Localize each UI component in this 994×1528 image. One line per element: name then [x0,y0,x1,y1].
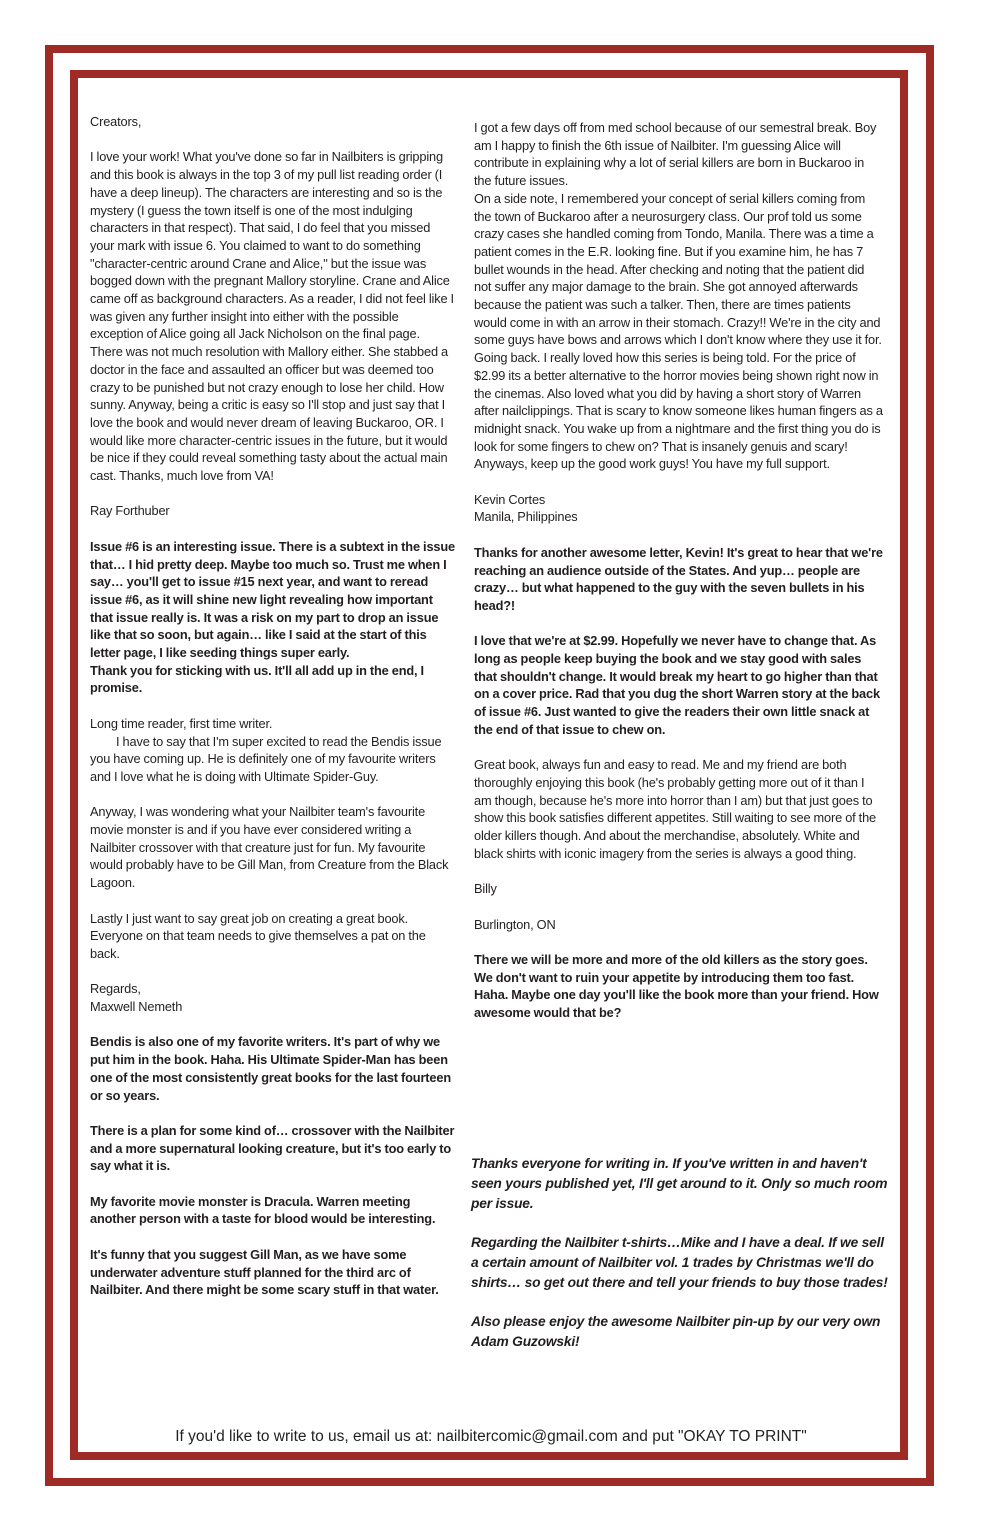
letter-signature: Maxwell Nemeth [90,999,183,1015]
editor-reply-3 [474,544,884,739]
contact-footer: If you'd like to write to us, email us at: nailbitercomic@gmail.com and put "OKAY TO PRINT" [175,1428,807,1445]
letter-ray-forthuber [90,113,455,520]
right-column [474,119,884,1039]
letter-paragraph: Anyways, keep up the good work guys! You have my full support. [474,456,830,472]
reply-paragraph: Bendis is also one of my favorite writers. It's part of why we put him in the book. Haha. His Ultimate Spider-Man has been one of the most consistently great books for the last fourteen or so years. [90,1034,451,1103]
letter-signoff [90,980,455,1015]
letter-signature-name: Kevin Cortes [474,491,546,507]
letter-signature: Ray Forthuber [90,503,170,519]
letter-signoff [474,491,884,526]
letter-paragraph: Lastly I just want to say great job on creating a great book. Everyone on that team needs to give themselves a pat on the back. [90,910,426,961]
editor-reply-1 [90,538,455,697]
reply-paragraph: There we will be more and more of the old killers as the story goes. We don't want to ruin your appetite by introducing them too fast. Haha. Maybe one day you'll like the book more than your friend. How awesome would that be? [474,951,879,1021]
letter-signature-location: Manila, Philippines [474,509,578,525]
reply-paragraph: It's funny that you suggest Gill Man, as we have some underwater adventure stuff planned for the third arc of Nailbiter. And there might be some scary stuff in that water. [90,1246,439,1298]
editor-reply-2 [90,1033,455,1299]
letter-paragraph: On a side note, I remembered your concept of serial killers coming from the town of Buckaroo after a neurosurgery class. Our prof told us some crazy cases she handled coming from Tondo, Manila. There was a time a patient comes in the E.R. looking fine. But if you examine him, he has 7 bullet wounds in the head. After checking and noting that the patient did not suffer any major damage to the brain. She got annoyed afterwards because the patient was such a talker. Then, there are times patients would come in with an arrow in their stomach. Crazy!! We're in the city and some guys have bows and arrows which I don't know where they use it for. Going back. I really loved how this series is being told. For the price of $2.99 its a better alternative to the horror movies being shown right now in the cinemas. Also loved what you did by having a short story of Warren after nailclippings. That is scary to know someone likes human fingers as a midnight snack. You wake up from a nightmare and the first thing you do is look for some fingers to chew on? That is insanely genuis and scary! [474,190,883,454]
reply-paragraph: My favorite movie monster is Dracula. Warren meeting another person with a taste for blood would be interesting. [90,1193,436,1227]
letter-signature-name: Billy [474,881,497,897]
letter-paragraph: I got a few days off from med school because of our semestral break. Boy am I happy to finish the 6th issue of Nailbiter. I'm guessing Alice will contribute in explaining why a lot of serial killers are born in Buckaroo in the future issues. [474,120,877,189]
letter-body: I love your work! What you've done so far in Nailbiters is gripping and this book is always in the top 3 of my pull list reading order (I have a deep lineup). The characters are interesting and so is the mystery (I guess the town itself is one of the most indulging characters in that respect). That said, I do feel that you missed your mark with issue 6. You claimed to want to do something "character-centric around Crane and Alice," but the issue was bogged down with the pregnant Mallory storyline. Crane and Alice came off as background characters. As a reader, I did not feel like I was given any further insight into either with the possible exception of Alice going all Jack Nicholson on the final page. There was not much resolution with Mallory either. She stabbed a doctor in the face and assaulted an officer but was deemed too crazy to be punished but not crazy enough to lose her child. How sunny. Anyway, being a critic is easy so I'll stop and just say that I love the book and would never dream of leaving Buckaroo, OR. I would like more character-centric issues in the future, but it would be nice if they could reveal something tasty about the actual main cast. Thanks, much love from VA! [90,149,454,484]
letter-billy [474,756,884,933]
letter-body: Great book, always fun and easy to read. Me and my friend are both thoroughly enjoying this book (he's probably getting more out of it than I am though, because he's more into horror than I am) but that just goes to show this book satisfies different appetites. Still waiting to see more of the older killers though. And about the merchandise, absolutely. White and black shirts with iconic imagery from the series is always a good thing. [474,757,877,861]
closing-paragraph: Regarding the Nailbiter t-shirts…Mike and I have a deal. If we sell a certain amount of Nailbiter vol. 1 trades by Christmas we'll do shirts… so get out there and tell your friends to buy those trades! [471,1235,888,1290]
letter-opening: Long time reader, first time writer. [90,715,273,731]
editor-closing-notes [471,1154,891,1372]
reply-paragraph: Thank you for sticking with us. It'll all add up in the end, I promise. [90,662,424,696]
editor-reply-4 [474,951,884,1022]
letter-paragraph: I have to say that I'm super excited to read the Bendis issue you have coming up. He is definitely one of my favourite writers and I love what he is doing with Ultimate Spider-Guy. [90,733,442,784]
letter-salutation: Creators, [90,114,142,129]
letter-maxwell-nemeth [90,715,455,1016]
reply-paragraph: Thanks for another awesome letter, Kevin! It's great to hear that we're reaching an audience outside of the States. And yup… people are crazy… but what happened to the guy with the seven bullets in his head?! [474,544,883,613]
letter-closing: Regards, [90,981,141,997]
letter-signature-location: Burlington, ON [474,916,556,932]
closing-paragraph: Also please enjoy the awesome Nailbiter pin-up by our very own Adam Guzowski! [471,1314,881,1350]
letter-kevin-cortes [474,119,884,526]
reply-paragraph: There is a plan for some kind of… crossover with the Nailbiter and a more supernatural looking creature, but it's too early to say what it is. [90,1122,455,1174]
reply-paragraph: I love that we're at $2.99. Hopefully we never have to change that. As long as people keep buying the book and we stay good with sales that shouldn't change. It would break my heart to go higher than that on a cover price. Rad that you dug the short Warren story at the back of issue #6. Just wanted to give the readers their own little snack at the end of that issue to chew on. [474,633,880,737]
left-column [90,113,455,1317]
closing-paragraph: Thanks everyone for writing in. If you've written in and haven't seen yours published yet, I'll get around to it. Only so much room per issue. [471,1156,888,1211]
reply-paragraph: Issue #6 is an interesting issue. There is a subtext in the issue that… I hid pretty deep. Maybe too much so. Trust me when I say… you'll get to issue #15 next year, and want to reread issue #6, as it will shine new light revealing how important that issue really is. It was a risk on my part to drop an issue like that so soon, but again… like I said at the start of this letter page, I like seeding things super early. [90,538,456,661]
letter-paragraph: Anyway, I was wondering what your Nailbiter team's favourite movie monster is and if you have ever considered writing a Nailbiter crossover with that creature just for fun. My favourite would probably have to be Gill Man, from Creature from the Black Lagoon. [90,804,449,891]
